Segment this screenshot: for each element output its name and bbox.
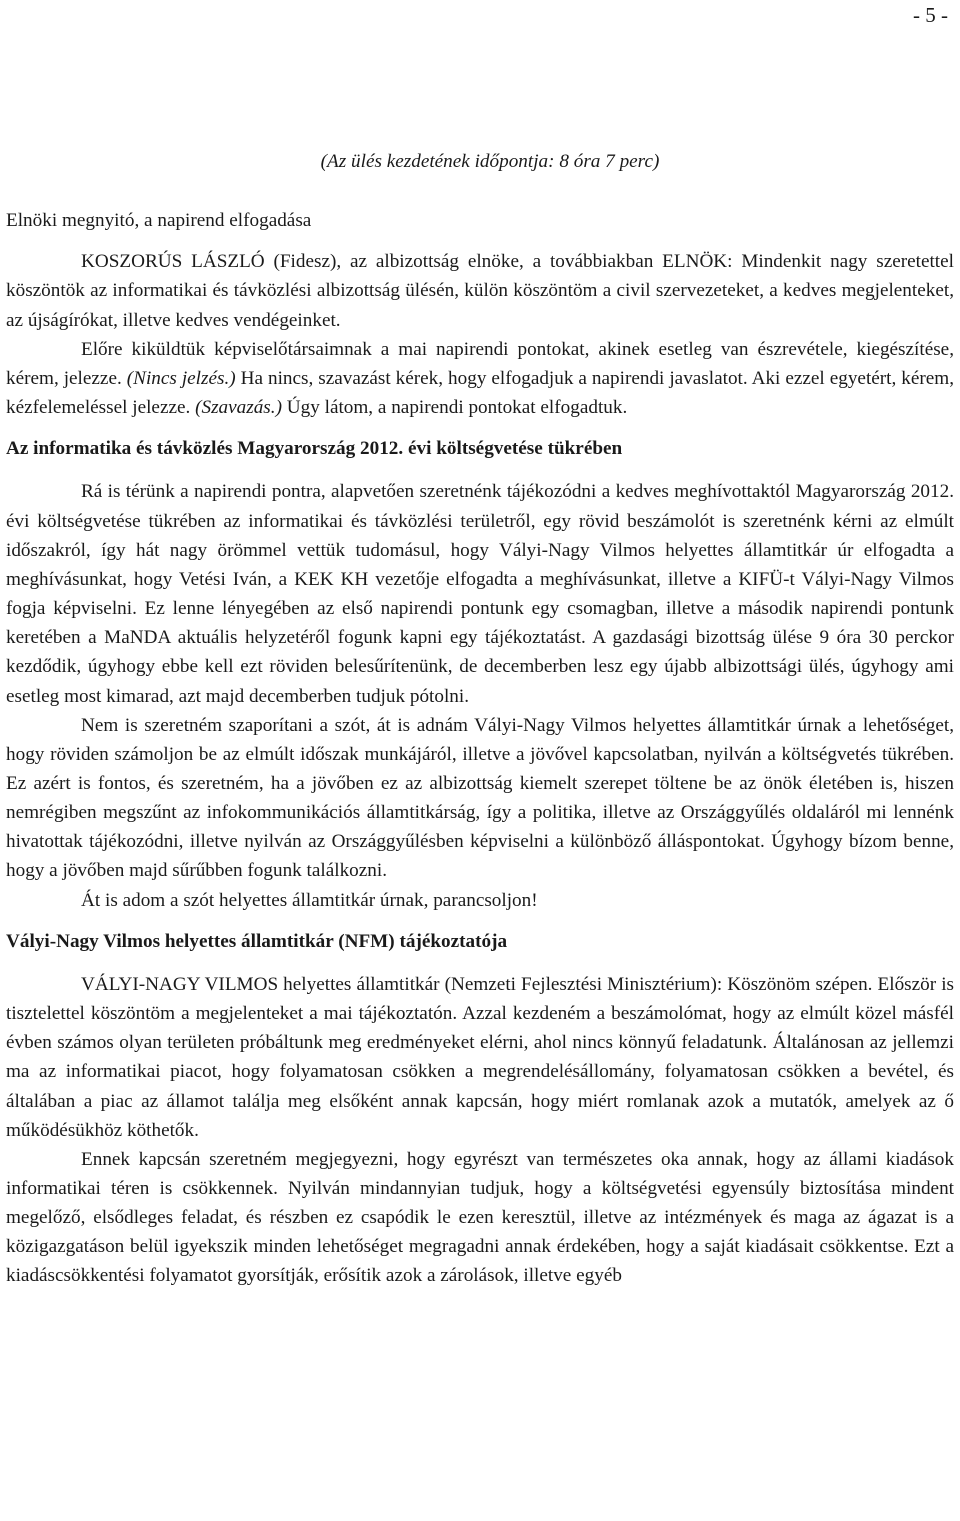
agenda-text-1: Előre kiküldtük képviselőtársaimnak a mai napirendi pontokat, akinek esetleg van észrevétele, kiegészítése, kérem, jelezze. [6, 338, 954, 389]
session-start-time: (Az ülés kezdetének időpontja: 8 óra 7 perc) [320, 151, 660, 172]
page-number: - 5 - [913, 3, 948, 27]
heading-budget-topic: Az informatika és távközlés Magyarország 2012. évi költségvetése tükrében [6, 438, 623, 460]
heading-state-secretary-report: Vályi-Nagy Vilmos helyettes államtitkár (NFM) tájékoztatója [6, 930, 508, 952]
no-signal-note: (Nincs jelzés.) [126, 367, 236, 389]
vote-note: (Szavazás.) [195, 397, 282, 419]
paragraph-chair-welcome: KOSZORÚS LÁSZLÓ (Fidesz), az albizottság elnöke, a továbbiakban ELNÖK: Mindenkit nagy szeretettel köszöntök az informatikai és távközlési albizottság ülésén, külön köszöntöm a civil szervezeteket, a kedves megjelenteket, az újságírókat, illetve kedves vendégeinket. [6, 251, 954, 331]
heading-opening: Elnöki megnyitó, a napirend elfogadása [6, 210, 312, 232]
paragraph-give-floor: Át is adom a szót helyettes államtitkár úrnak, parancsoljon! [81, 889, 538, 911]
agenda-text-2: Ha nincs, szavazást kérek, hogy elfogadjuk a napirendi javaslatot. Aki ezzel egyetért, kérem, kézfelemeléssel jelezze. [6, 367, 955, 419]
document-page [6, 0, 954, 1291]
paragraph-agenda-vote [6, 335, 954, 422]
paragraph-secretary-speech-1: VÁLYI-NAGY VILMOS helyettes államtitkár (Nemzeti Fejlesztési Minisztérium): Köszönöm szépen. Először is tisztelettel köszöntöm a megjelenteket a mai tájékoztatón. Azzal kezdeném a beszámolómat, hogy az elmúlt közel másfél évben számos olyan területen próbáltunk meg eredményeket elérni, ahol nincs könnyű feladatunk. Általánosan az jellemzi ma az informatikai piacot, hogy folyamatosan csökken a megrendelésállomány, folyamatosan csökken a bevétel, és általában a piac az államot találja meg elsőként annak kapcsán, hogy miért romlanak azok a mutatók, amelyek az ő működésükhöz köthetők. [6, 973, 954, 1141]
paragraph-secretary-speech-2: Ennek kapcsán szeretném megjegyezni, hogy egyrészt van természetes oka annak, hogy az állami kiadások informatikai téren is csökkennek. Nyilván mindannyian tudjuk, hogy a költségvetési egyensúly biztosítása mindent megelőző, elsődleges feladat, és részben ez csapódik le ezen keresztül, illetve az intézmények és maga az ágazat is a közigazgatáson belül igyekszik minden lehetőséget megragadni annak érdekében, hogy a saját kiadásait csökkentse. Ezt a kiadáscsökkentési folyamatot gyorsítják, erősítik azok a zárolások, illetve egyéb [6, 1148, 954, 1287]
paragraph-topic-intro: Rá is térünk a napirendi pontra, alapvetően szeretnénk tájékozódni a kedves meghívottaktól Magyarország 2012. évi költségvetése tükrében az informatikai és távközlési területről, egy rövid beszámolót is szeretnénk kérni az elmúlt időszakról, így hát nagy örömmel vettük tudomásul, hogy Vályi-Nagy Vilmos helyettes államtitkár úr elfogadta a meghívásunkat, hogy Vetési Iván, a KEK KH vezetője elfogadta a meghívásunkat, illetve a KIFÜ-t Vályi-Nagy Vilmos fogja képviselni. Ez lenne lényegében az első napirendi pontunk egy csomagban, illetve a második napirendi pontunk keretében a MaNDA aktuális helyzetéről fogunk kapni egy tájékoztatást. A gazdasági bizottság ülése 9 óra 30 perckor kezdődik, úgyhogy ebbe kell ezt röviden belesűrítenünk, de decemberben lesz egy újabb albizottsági ülés, úgyhogy ami esetleg most kimarad, azt majd decemberben tudjuk pótolni. [6, 481, 954, 707]
agenda-text-3: Úgy látom, a napirendi pontokat elfogadtuk. [286, 397, 628, 419]
paragraph-handover: Nem is szeretném szaporítani a szót, át is adnám Vályi-Nagy Vilmos helyettes államtitkár úrnak a lehetőséget, hogy röviden számoljon be az elmúlt időszak munkájáról, illetve a jövővel kapcsolatban, nyilván a költségvetés tükrében. Ez azért is fontos, és szeretném, ha a jövőben ez az albizottság kiemelt szerepet töltene be az önök életében is, hiszen nemrégiben megszűnt az infokommunikációs államtitkárság, így a politika, illetve az Országgyűlés oldaláról mi lennénk hivatottak tájékozódni, illetve nyilván az Országgyűlésben képviselni a különböző álláspontokat. Úgyhogy bízom benne, hogy a jövőben majd sűrűbben fogunk találkozni. [6, 714, 954, 882]
